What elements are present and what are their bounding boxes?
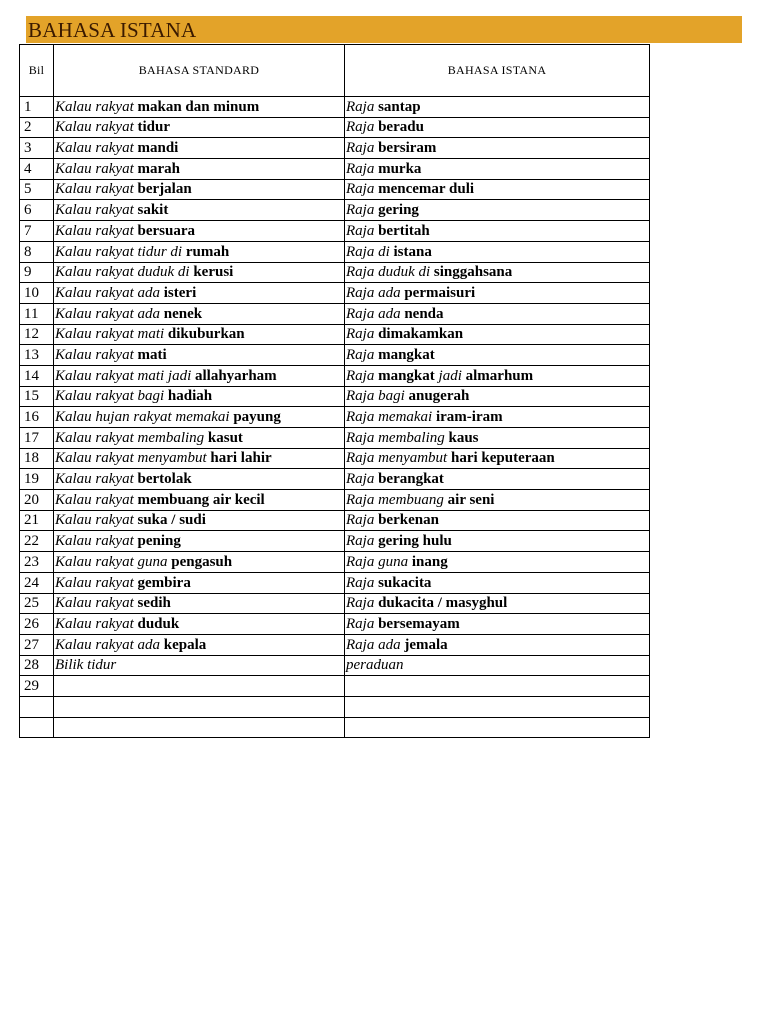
standard-term: suka / sudi — [137, 512, 206, 529]
table-row — [20, 572, 650, 593]
standard-term: nenek — [163, 305, 203, 322]
istana-cell — [345, 593, 650, 614]
standard-term: marah — [137, 160, 180, 177]
standard-cell — [54, 717, 345, 738]
table-row — [20, 448, 650, 469]
table-row — [20, 510, 650, 531]
standard-prefix: Kalau rakyat — [55, 346, 138, 363]
standard-cell — [54, 593, 345, 614]
istana-cell — [345, 655, 650, 676]
bil-cell: 10 — [20, 283, 54, 304]
istana-cell — [345, 159, 650, 180]
standard-cell — [54, 552, 345, 573]
standard-cell — [54, 676, 345, 697]
standard-prefix: Kalau rakyat — [55, 615, 138, 632]
istana-term: berkenan — [378, 512, 439, 529]
standard-cell — [54, 97, 345, 118]
standard-term: dikuburkan — [167, 326, 245, 343]
bil-cell: 7 — [20, 221, 54, 242]
istana-cell — [345, 283, 650, 304]
istana-prefix: Raja guna — [346, 553, 412, 570]
header-bil: Bil — [20, 45, 54, 97]
bil-cell: 29 — [20, 676, 54, 697]
istana-term: beradu — [378, 119, 424, 136]
standard-term: pengasuh — [171, 553, 233, 570]
standard-term: mandi — [137, 140, 179, 157]
istana-prefix: Raja — [346, 574, 379, 591]
istana-term: hari keputeraan — [450, 450, 555, 467]
istana-cell — [345, 407, 650, 428]
standard-prefix: Kalau rakyat — [55, 202, 138, 219]
istana-prefix: Raja — [346, 471, 379, 488]
standard-cell — [54, 138, 345, 159]
istana-prefix: Raja memakai — [346, 409, 436, 425]
standard-prefix: Kalau rakyat — [55, 140, 138, 157]
istana-term: iram-iram — [435, 409, 503, 425]
bil-cell: 25 — [20, 593, 54, 614]
standard-term: isteri — [163, 284, 197, 301]
standard-cell — [54, 448, 345, 469]
istana-cell — [345, 365, 650, 386]
istana-prefix: Raja ada — [346, 305, 405, 322]
bil-cell: 9 — [20, 262, 54, 283]
bil-cell: 18 — [20, 448, 54, 469]
standard-term: sedih — [137, 595, 171, 612]
standard-term: berjalan — [137, 181, 192, 198]
istana-cell — [345, 221, 650, 242]
istana-cell — [345, 345, 650, 366]
istana-cell — [345, 552, 650, 573]
istana-term: istana — [393, 243, 432, 260]
istana-cell — [345, 676, 650, 697]
standard-cell — [54, 365, 345, 386]
istana-prefix: Raja membaling — [346, 429, 449, 446]
vocabulary-table — [19, 44, 650, 738]
bil-cell: 26 — [20, 614, 54, 635]
istana-prefix: Raja — [346, 326, 379, 343]
standard-term: bertolak — [137, 471, 192, 488]
istana-term: gering hulu — [378, 533, 452, 550]
standard-cell — [54, 200, 345, 221]
bil-cell: 22 — [20, 531, 54, 552]
standard-cell — [54, 572, 345, 593]
standard-prefix: Kalau rakyat mati jadi — [55, 367, 195, 384]
table-row — [20, 634, 650, 655]
istana-cell — [345, 428, 650, 449]
table-row — [20, 241, 650, 262]
standard-term: tidur — [137, 119, 171, 136]
standard-prefix: Kalau rakyat tidur di — [55, 243, 186, 260]
bil-cell: 16 — [20, 407, 54, 428]
istana-term: air seni — [447, 491, 495, 508]
istana-cell — [345, 448, 650, 469]
istana-term: gering — [378, 202, 419, 219]
istana-term: sukacita — [378, 574, 432, 591]
table-row — [20, 365, 650, 386]
standard-cell — [54, 510, 345, 531]
standard-prefix: Kalau rakyat — [55, 574, 138, 591]
istana-prefix: Raja — [346, 615, 379, 632]
istana-prefix: Raja membuang — [346, 491, 448, 508]
standard-prefix: Kalau rakyat guna — [55, 553, 172, 570]
istana-term: nenda — [404, 305, 444, 322]
standard-prefix: Kalau rakyat — [55, 533, 138, 550]
table-row — [20, 552, 650, 573]
istana-cell — [345, 614, 650, 635]
table-row — [20, 717, 650, 738]
standard-prefix: Kalau rakyat ada — [55, 636, 164, 653]
istana-term: mangkat — [378, 346, 435, 363]
table-row — [20, 117, 650, 138]
standard-cell — [54, 303, 345, 324]
bil-cell: 21 — [20, 510, 54, 531]
table-row — [20, 138, 650, 159]
bil-cell: 13 — [20, 345, 54, 366]
istana-cell — [345, 510, 650, 531]
standard-cell — [54, 221, 345, 242]
bil-cell: 14 — [20, 365, 54, 386]
istana-prefix: Raja — [346, 222, 379, 239]
standard-cell — [54, 634, 345, 655]
istana-cell — [345, 469, 650, 490]
standard-cell — [54, 159, 345, 180]
table-row — [20, 407, 650, 428]
bil-cell: 11 — [20, 303, 54, 324]
bil-cell — [20, 696, 54, 717]
istana-prefix: Raja duduk di — [346, 264, 434, 281]
table-row — [20, 676, 650, 697]
istana-cell — [345, 717, 650, 738]
standard-prefix: Kalau rakyat — [55, 160, 138, 177]
bil-cell: 3 — [20, 138, 54, 159]
standard-prefix: Kalau rakyat ada — [55, 305, 164, 322]
bil-cell: 27 — [20, 634, 54, 655]
table-row — [20, 221, 650, 242]
istana-cell — [345, 138, 650, 159]
istana-prefix: Raja — [346, 140, 379, 157]
istana-prefix: Raja — [346, 512, 379, 529]
standard-prefix: Bilik tidur — [55, 657, 117, 674]
istana-term: inang — [411, 553, 448, 570]
bil-cell: 17 — [20, 428, 54, 449]
table-row — [20, 490, 650, 511]
istana-prefix: Raja — [346, 346, 379, 363]
istana-term: dimakamkan — [378, 326, 464, 343]
standard-term: duduk — [137, 615, 180, 632]
istana-cell — [345, 241, 650, 262]
standard-cell — [54, 531, 345, 552]
standard-term: bersuara — [137, 222, 195, 239]
standard-cell — [54, 469, 345, 490]
istana-term: mangkat — [378, 367, 435, 384]
bil-cell: 6 — [20, 200, 54, 221]
istana-term: permaisuri — [404, 284, 476, 301]
istana-prefix-2: jadi — [434, 367, 466, 384]
table-row — [20, 97, 650, 118]
istana-term: bersemayam — [378, 615, 460, 632]
standard-term: makan dan minum — [137, 98, 260, 115]
standard-prefix: Kalau rakyat — [55, 491, 138, 508]
header-standard: BAHASA STANDARD — [54, 45, 345, 97]
standard-term: hari lahir — [210, 450, 272, 467]
standard-prefix: Kalau rakyat — [55, 119, 138, 136]
istana-prefix: Raja ada — [346, 636, 405, 653]
bil-cell: 23 — [20, 552, 54, 573]
table-row — [20, 531, 650, 552]
standard-prefix: Kalau rakyat menyambut — [55, 450, 211, 467]
standard-prefix: Kalau rakyat mati — [55, 326, 168, 343]
istana-cell — [345, 97, 650, 118]
istana-cell — [345, 696, 650, 717]
istana-term: jemala — [404, 636, 448, 653]
standard-cell — [54, 655, 345, 676]
bil-cell: 24 — [20, 572, 54, 593]
istana-prefix: Raja — [346, 160, 379, 177]
istana-term: bersiram — [378, 140, 437, 157]
bil-cell: 4 — [20, 159, 54, 180]
table-row — [20, 428, 650, 449]
table-row — [20, 469, 650, 490]
istana-cell — [345, 117, 650, 138]
standard-cell — [54, 490, 345, 511]
standard-cell — [54, 241, 345, 262]
standard-term: sakit — [137, 202, 169, 219]
standard-term: pening — [137, 533, 181, 550]
istana-cell — [345, 572, 650, 593]
standard-cell — [54, 345, 345, 366]
table-row — [20, 303, 650, 324]
istana-prefix: Raja — [346, 202, 379, 219]
istana-prefix: Raja — [346, 98, 379, 115]
standard-term: hadiah — [167, 388, 213, 405]
bil-cell: 20 — [20, 490, 54, 511]
table-row — [20, 283, 650, 304]
istana-prefix: Raja menyambut — [346, 450, 451, 467]
istana-cell — [345, 531, 650, 552]
bil-cell: 5 — [20, 179, 54, 200]
standard-term: gembira — [137, 574, 191, 591]
bil-cell — [20, 717, 54, 738]
istana-cell — [345, 490, 650, 511]
istana-term-2: almarhum — [465, 367, 534, 384]
table-row — [20, 655, 650, 676]
standard-cell — [54, 614, 345, 635]
table-row — [20, 262, 650, 283]
istana-cell — [345, 634, 650, 655]
table-row — [20, 179, 650, 200]
bil-cell: 1 — [20, 97, 54, 118]
istana-prefix: Raja — [346, 119, 379, 136]
istana-term: anugerah — [408, 388, 470, 405]
standard-cell — [54, 179, 345, 200]
standard-prefix: Kalau rakyat — [55, 471, 138, 488]
table-row — [20, 345, 650, 366]
istana-cell — [345, 303, 650, 324]
standard-prefix: Kalau rakyat — [55, 512, 138, 529]
istana-term: singgahsana — [433, 264, 513, 281]
table-row — [20, 593, 650, 614]
standard-term: kepala — [163, 636, 207, 653]
standard-term: payung — [233, 409, 281, 425]
standard-cell — [54, 696, 345, 717]
bil-cell: 8 — [20, 241, 54, 262]
standard-prefix: Kalau rakyat — [55, 222, 138, 239]
standard-prefix: Kalau rakyat ada — [55, 284, 164, 301]
standard-term: rumah — [185, 243, 230, 260]
bil-cell: 28 — [20, 655, 54, 676]
standard-cell — [54, 407, 345, 428]
istana-prefix: Raja — [346, 367, 379, 384]
istana-term: dukacita / masyghul — [378, 595, 508, 612]
table-row — [20, 324, 650, 345]
istana-term: kaus — [448, 429, 479, 446]
standard-term: kasut — [207, 429, 243, 446]
istana-prefix: Raja — [346, 533, 379, 550]
istana-term: mencemar duli — [378, 181, 475, 198]
standard-cell — [54, 324, 345, 345]
standard-cell — [54, 262, 345, 283]
bil-cell: 2 — [20, 117, 54, 138]
bil-cell: 15 — [20, 386, 54, 407]
standard-cell — [54, 386, 345, 407]
standard-prefix: Kalau rakyat membaling — [55, 429, 208, 446]
table-row — [20, 200, 650, 221]
istana-prefix: Raja — [346, 181, 379, 198]
istana-term: murka — [378, 160, 422, 177]
table-row — [20, 696, 650, 717]
standard-prefix: Kalau hujan rakyat memakai — [55, 409, 234, 425]
page-title: BAHASA ISTANA — [28, 18, 197, 42]
standard-prefix: Kalau rakyat — [55, 181, 138, 198]
istana-prefix: Raja ada — [346, 284, 405, 301]
istana-term: bertitah — [378, 222, 430, 239]
istana-cell — [345, 262, 650, 283]
standard-term: allahyarham — [195, 367, 277, 384]
bil-cell: 12 — [20, 324, 54, 345]
standard-cell — [54, 428, 345, 449]
standard-prefix: Kalau rakyat bagi — [55, 388, 168, 405]
istana-cell — [345, 324, 650, 345]
standard-prefix: Kalau rakyat — [55, 98, 138, 115]
istana-cell — [345, 386, 650, 407]
title-bar — [26, 16, 742, 43]
istana-prefix: peraduan — [346, 657, 404, 674]
header-istana: BAHASA ISTANA — [345, 45, 650, 97]
standard-term: membuang air kecil — [137, 491, 265, 508]
standard-term: kerusi — [193, 264, 234, 281]
istana-term: santap — [378, 98, 421, 115]
table-row — [20, 159, 650, 180]
standard-cell — [54, 117, 345, 138]
table-row — [20, 614, 650, 635]
table-row — [20, 386, 650, 407]
istana-prefix: Raja bagi — [346, 388, 409, 405]
standard-prefix: Kalau rakyat — [55, 595, 138, 612]
istana-cell — [345, 200, 650, 221]
standard-prefix: Kalau rakyat duduk di — [55, 264, 194, 281]
standard-cell — [54, 283, 345, 304]
header-row — [20, 45, 650, 97]
istana-term: berangkat — [378, 471, 444, 488]
bil-cell: 19 — [20, 469, 54, 490]
istana-prefix: Raja di — [346, 243, 394, 260]
istana-cell — [345, 179, 650, 200]
standard-term: mati — [137, 346, 167, 363]
istana-prefix: Raja — [346, 595, 379, 612]
